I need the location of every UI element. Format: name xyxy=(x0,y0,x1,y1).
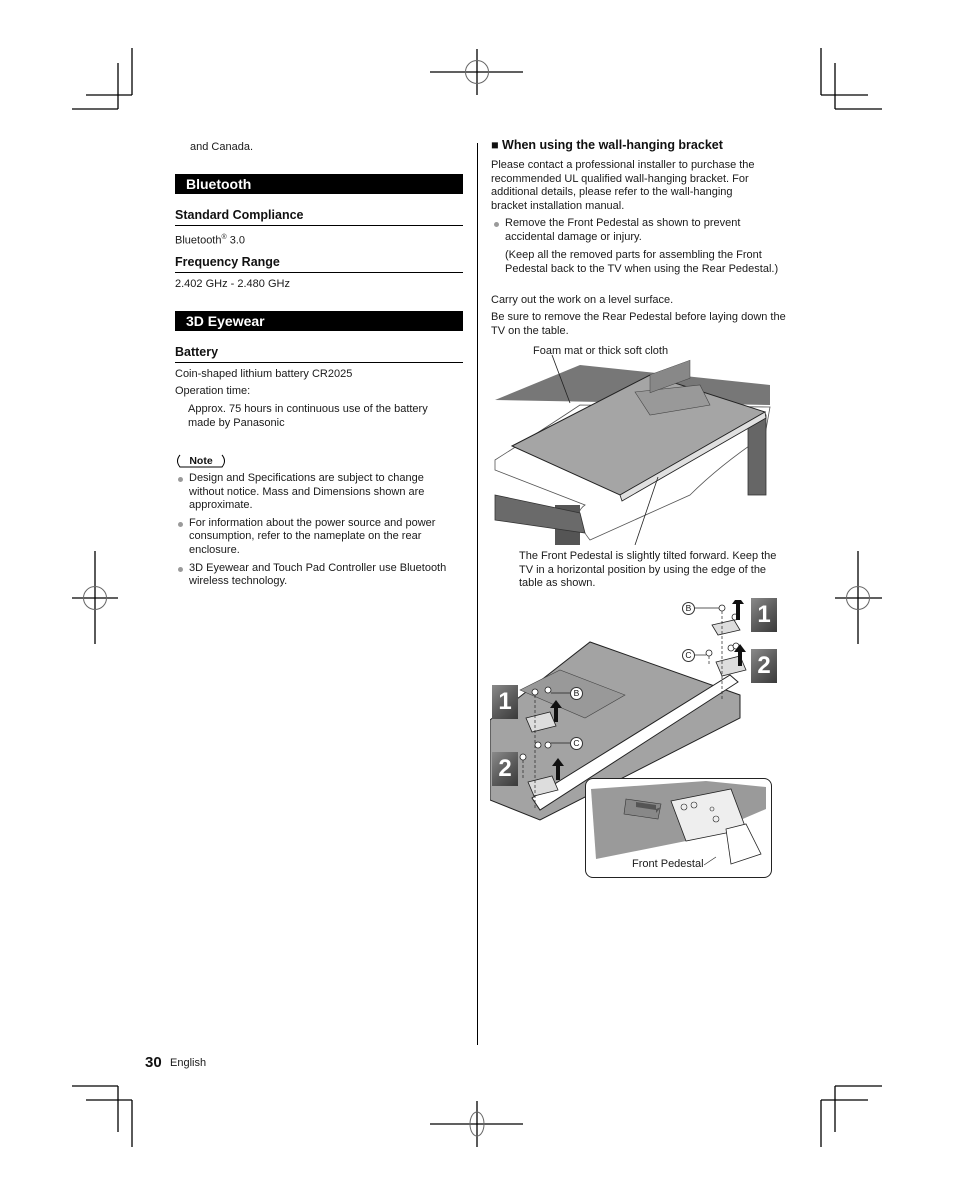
note-badge xyxy=(174,454,228,468)
wall-bracket-heading xyxy=(491,138,723,153)
note-item: For information about the power source and power consumption, refer to the nameplate on the rear enclosure. xyxy=(175,517,460,558)
note-item: Design and Specifications are subject to change without notice. Mass and Dimensions shown are approximate. xyxy=(175,472,460,513)
remove-pedestal-bullet xyxy=(491,217,776,244)
front-pedestal-tilt-caption: The Front Pedestal is slightly tilted forward. Keep the TV in a horizontal position by using the edge of the table as shown. xyxy=(519,550,777,590)
subheading-battery: Battery xyxy=(175,345,463,363)
screw-label-c-left: C xyxy=(570,737,583,750)
front-pedestal-label: Front Pedestal xyxy=(632,858,704,870)
operation-time-value: Approx. 75 hours in continuous use of the battery made by Panasonic xyxy=(188,403,428,429)
wall-bracket-heading-text: When using the wall-hanging bracket xyxy=(502,138,723,152)
step-2-badge-right: 2 xyxy=(751,649,777,683)
wall-bracket-intro: Please contact a professional installer to purchase the recommended UL qualified wall-hanging bracket. For additional details, please refer to the wall-hanging bracket installation manual. xyxy=(491,159,755,212)
front-pedestal-inset xyxy=(585,778,772,878)
keep-parts-note: (Keep all the removed parts for assembling the Front Pedestal back to the TV when using the Rear Pedestal.) xyxy=(505,249,779,275)
standard-compliance-value xyxy=(175,231,245,248)
registered-mark: ® xyxy=(221,234,227,241)
note-list xyxy=(175,472,460,589)
bluetooth-version: 3.0 xyxy=(226,234,246,247)
battery-type: Coin-shaped lithium battery CR2025 xyxy=(175,368,353,380)
subheading-frequency-range: Frequency Range xyxy=(175,255,463,273)
section-heading-3d-eyewear: 3D Eyewear xyxy=(175,311,463,331)
foam-mat-callout: Foam mat or thick soft cloth xyxy=(533,345,669,357)
column-divider xyxy=(477,143,478,1045)
note-item: 3D Eyewear and Touch Pad Controller use Bluetooth wireless technology. xyxy=(175,562,460,589)
bluetooth-text: Bluetooth xyxy=(175,234,222,247)
frequency-range-value: 2.402 GHz - 2.480 GHz xyxy=(175,278,290,290)
tv-on-table-illustration xyxy=(490,355,780,545)
square-bullet-icon: ■ xyxy=(491,138,499,152)
operation-time-label: Operation time: xyxy=(175,385,251,397)
step-2-badge-left: 2 xyxy=(492,752,518,786)
page-language: English xyxy=(170,1057,207,1069)
section-heading-bluetooth: Bluetooth xyxy=(175,174,463,194)
page-number: 30 xyxy=(145,1054,162,1071)
bullet-text: Remove the Front Pedestal as shown to prevent accidental damage or injury. xyxy=(491,217,776,244)
intro-continuation-text: and Canada. xyxy=(190,141,253,153)
rear-pedestal-text: Be sure to remove the Rear Pedestal before laying down the TV on the table. xyxy=(491,311,786,337)
screw-label-c-right: C xyxy=(682,649,695,662)
level-surface-text: Carry out the work on a level surface. xyxy=(491,294,674,306)
screw-label-b-left: B xyxy=(570,687,583,700)
step-1-badge-left: 1 xyxy=(492,685,518,719)
note-label: Note xyxy=(189,455,213,467)
screw-label-b-right: B xyxy=(682,602,695,615)
step-1-badge-right: 1 xyxy=(751,598,777,632)
subheading-standard-compliance: Standard Compliance xyxy=(175,208,463,226)
